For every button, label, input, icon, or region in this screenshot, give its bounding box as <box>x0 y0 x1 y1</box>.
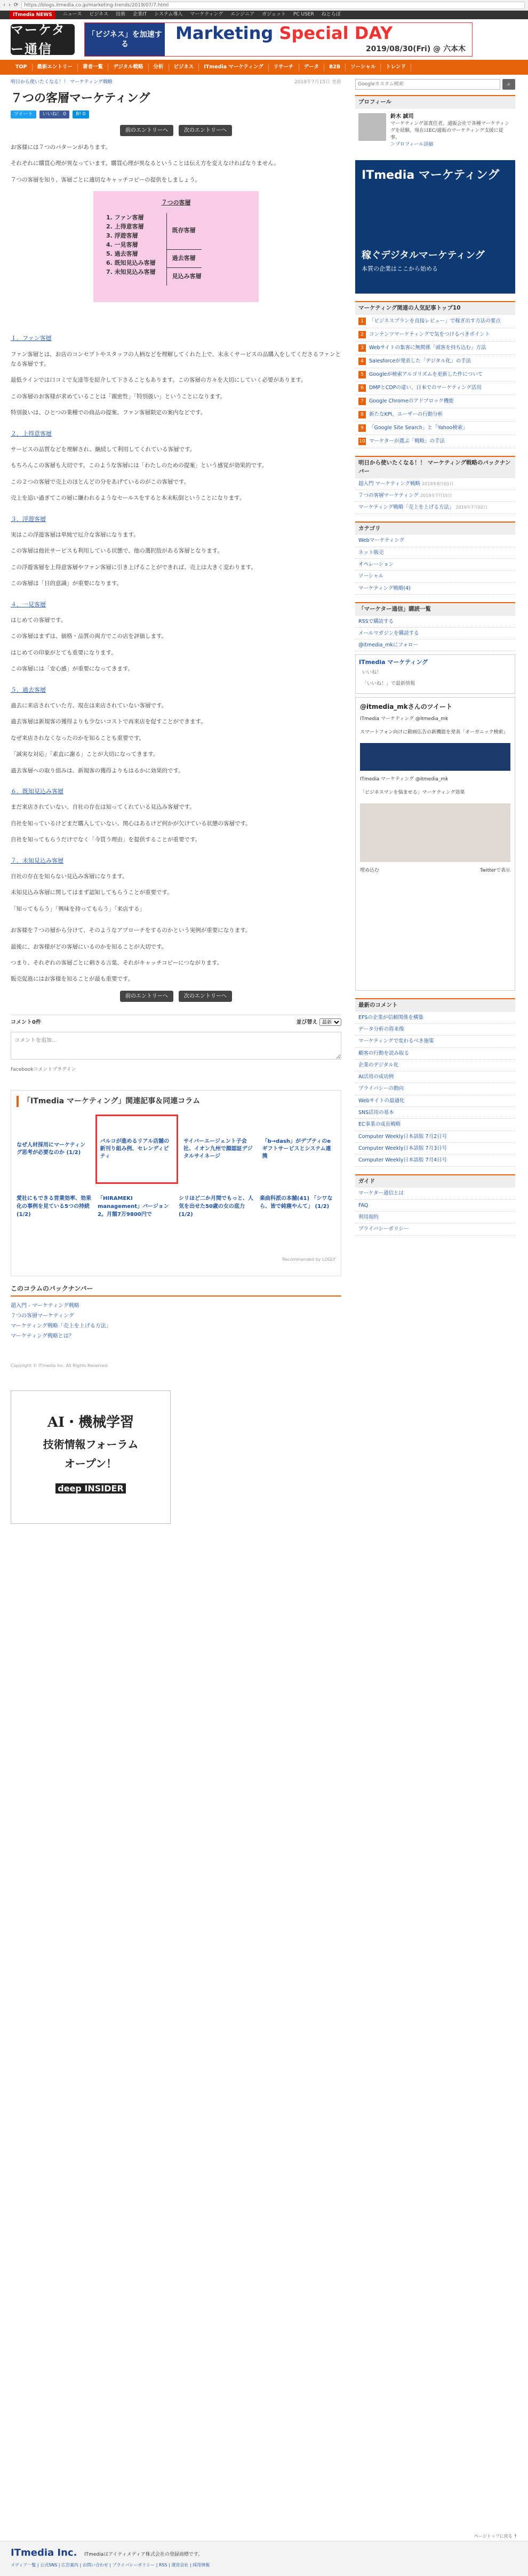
backnumber-title: このコラムのバックナンバー <box>11 1284 341 1297</box>
category-item[interactable]: Webマーケティング <box>355 535 515 547</box>
ranking-text: Googleが検索アルゴリズムを更新した件について <box>369 372 483 378</box>
ranking-text: Webサイトの集客に無関係「頭客を持ち込む」方法 <box>369 345 486 351</box>
paragraph: 最低ラインでは口コミで友達等を紹介して下さることもあります。この客層の方々を大切にしていく必要があります。 <box>11 377 307 384</box>
paragraph: 過去に来店されていた方、現在は来店されていない客層です。 <box>11 702 167 709</box>
ranking-number: 10 <box>359 439 365 445</box>
backnumber-item[interactable]: ７つの客層マーケティング <box>11 1313 74 1319</box>
entry-pager-bottom <box>11 991 341 1002</box>
paragraph: 販売促進にはお客様を知ることが最も重要です。 <box>11 976 134 983</box>
footer-logo[interactable]: ITmedia Inc. <box>11 2547 77 2558</box>
sidebar-ad[interactable] <box>355 160 515 294</box>
ranking-item[interactable] <box>355 368 515 382</box>
search-box <box>355 79 515 90</box>
ranking-text: 「Google Site Search」と「Yahoo検索」 <box>369 425 468 431</box>
backnumber-item[interactable]: 超入門 - マーケティング戦略 <box>11 1302 79 1309</box>
related-card[interactable]: 「b→dash」がデプティのeギフトサービスとシステム連携 <box>262 1138 331 1159</box>
ad-line1: AI・機械学習 <box>47 1414 134 1431</box>
guide-item[interactable]: プライバシーポリシー <box>355 1223 515 1235</box>
nav-item[interactable]: TOP <box>11 64 33 71</box>
hatena-button[interactable]: B! 0 <box>73 110 89 119</box>
social-buttons <box>11 110 341 119</box>
ranking-text: マーケターが選ぶ「戦略」の手法 <box>369 438 445 445</box>
ranking-text: コンテンツマーケティングで気をつけるべきポイント <box>369 331 490 338</box>
recent-item[interactable]: 顧客の行動を読み取る <box>355 1048 515 1060</box>
ranking-item[interactable] <box>355 395 515 408</box>
section-heading: ５．過去客層 <box>11 686 46 693</box>
network-brand[interactable]: ITmedia NEWS <box>10 11 55 19</box>
recent-item[interactable]: Computer Weekly日本語版 7月2日号 <box>355 1131 515 1143</box>
author-desc: マーケティング部責任者。通販会社で各種マーケティングを経験。現在はEC/通販のマーケティング支援に従事。 <box>390 121 510 141</box>
profile-box <box>355 95 515 153</box>
comment-plugin-label[interactable]: Facebookコメントプラグイン <box>11 1067 76 1073</box>
section-heading: ３．浮遊客層 <box>11 515 46 523</box>
paragraph: 最後に、お客様がどの客層にいるのかを知ることが大切です。 <box>11 943 167 950</box>
ranking-number: 8 <box>358 411 366 418</box>
category-box <box>355 521 515 595</box>
segment-item: 4. 一見客層 <box>106 241 138 248</box>
nav-item[interactable]: B2B <box>324 64 346 71</box>
side-backnumber-item[interactable]: マーケティング戦略「売上を上げる方法」 2019年7月02日 <box>355 502 515 513</box>
banner-tagline: 「ビジネス」を加速する <box>85 23 165 56</box>
paragraph: この客層はまずは、価格・品質の両方でこの店を評価します。 <box>11 633 167 640</box>
tweet-button[interactable]: ツイート <box>11 110 36 119</box>
main-column <box>11 79 341 1524</box>
banner-title-b: Special DAY <box>279 22 393 43</box>
ad-line2: 技術情報フォーラム <box>43 1437 139 1451</box>
backnumber-item[interactable]: マーケティング戦略「売上を上げる方法」 <box>11 1323 111 1329</box>
category-item[interactable]: ネット販売 <box>355 547 515 559</box>
guide-item[interactable]: マーケター通信とは <box>355 1188 515 1199</box>
paragraph: もちろんこの客層も大切です。このような客層には「わたしのための提案」という感覚が効果的です。 <box>11 462 268 469</box>
paragraph: ファン客層とは、お店のコンセプトやスタッフの人柄などを理解してくれた上で、末永くサービスの品購入をしてくださるファンとなる客層です。 <box>11 351 341 367</box>
footer-links[interactable]: メディア一覧 | 公式SNS | 広告案内 | お問い合わせ | プライバシーポリシー | RSS | 運営会社 | 採用情報 <box>11 2563 210 2567</box>
ranking-text: DMPとCDPの違い、日本でのマーケティング活用 <box>369 385 482 391</box>
sidebar-ad-tag: 稼ぐデジタルマーケティング <box>362 250 485 262</box>
ranking-item[interactable] <box>355 422 515 435</box>
comment-count: コメント0件 <box>11 1019 41 1025</box>
backnumber-item[interactable]: マーケティング戦略とは？ <box>11 1333 74 1339</box>
paragraph: お客様には７つのパターンがあります。 <box>11 144 111 151</box>
paragraph: つまり、それぞれの客層ごとに刺さる言葉、それがキャッチコピーにつながります。 <box>11 959 223 966</box>
nav-item[interactable]: 最新エントリー <box>33 64 78 71</box>
nav-item[interactable]: データ <box>299 64 325 71</box>
mail-link[interactable]: メールマガジンを購読する <box>355 628 515 639</box>
section-heading: ２．上得意客層 <box>11 430 52 437</box>
twitter-widget <box>355 697 515 991</box>
paragraph: 特別扱いは、ひとつの業種での商品の提案、ファン客層限定の案内などです。 <box>11 409 206 416</box>
article-section <box>11 857 341 914</box>
related-card-highlighted[interactable]: バルコが進めるリアル店舗の新刊り組み例、セレンディピティ <box>95 1115 179 1184</box>
ranking-text: 「ビジネスプランを直接レビュー」で稼ぎ出す方法の要点 <box>369 318 501 325</box>
ranking-number: 6 <box>358 384 366 392</box>
ranking-number: 7 <box>358 398 366 405</box>
tweet-author[interactable]: ITmedia マーケティング @itmedia_mk <box>360 716 449 722</box>
ranking-number: 4 <box>358 358 366 365</box>
feed-title: 「マーケター通信」購読一覧 <box>355 602 515 616</box>
nav-item[interactable]: ソーシャル <box>346 64 381 71</box>
topbar-item[interactable]: PC USER <box>293 12 314 18</box>
facebook-widget <box>355 654 515 694</box>
topbar-item[interactable]: エンジニア <box>230 12 255 18</box>
site-logo[interactable]: マーケター通信 <box>11 24 75 55</box>
ranking-title: マーケティング関連の人気記事トップ10 <box>355 301 515 315</box>
paragraph: ７つの客層を知り、客層ごとに適切なキャッチコピーの提供をしましょう。 <box>11 176 201 183</box>
paragraph: 自社を知ってもらうだけでなく「今買う理由」を提供することが重要です。 <box>11 836 201 843</box>
recent-item[interactable]: Computer Weekly日本語版 7月4日号 <box>355 1155 515 1166</box>
topbar-item[interactable]: ガジェット <box>262 12 286 18</box>
nav-item[interactable]: ITmedia マーケティング <box>199 64 269 71</box>
article-section <box>11 686 341 776</box>
author-name: 鈴木 誠司 <box>390 113 414 120</box>
sort-label: 並び替え <box>296 1019 318 1025</box>
recent-box <box>355 998 515 1167</box>
side-backnumber-item[interactable]: 超入門 マーケティング戦略 2019年8月01日 <box>355 478 515 490</box>
related-card[interactable]: なぜ人材採用にマーケティング思考が必要なのか (1/2) <box>17 1142 85 1156</box>
related-card[interactable]: 「HIRAMEKI management」バージョン2。月額7万9800円で <box>98 1195 169 1218</box>
ranking-item[interactable] <box>355 382 515 395</box>
category-item[interactable]: ソーシャル <box>355 571 515 582</box>
group-prospect: 見込み客層 <box>167 267 202 286</box>
article-section <box>11 334 341 417</box>
browser-bar <box>0 0 528 11</box>
twitter-embed-link[interactable]: 埋め込む <box>360 867 380 873</box>
ranking-number: 5 <box>358 371 366 378</box>
segment-item: 7. 未知見込み客層 <box>106 268 156 275</box>
twitter-follow-link[interactable]: @itmedia_mkにフォロー <box>355 639 515 651</box>
paragraph: この客層のお客様が求めていることは「親密性」「特別扱い」ということになります。 <box>11 393 226 400</box>
fb-like-button[interactable]: いいね！ <box>362 669 382 675</box>
section-heading: ６．既知見込み客層 <box>11 787 63 795</box>
paragraph: 自社を知っているけどまだ購入していない、関心はあるけど何かが欠けている状態の客層です。 <box>11 820 251 827</box>
group-past: 過去客層 <box>167 249 202 267</box>
segment-item: 3. 浮遊客層 <box>106 232 138 239</box>
updated-date: 2019年7月15日 更新 <box>294 80 341 85</box>
recommend-credit: Recommended by LOGLY <box>282 1257 335 1262</box>
prev-entry-button[interactable]: 前のエントリーへ <box>120 991 173 1002</box>
ranking-number: 2 <box>358 331 366 338</box>
page-title: ７つの客層マーケティング <box>11 91 150 105</box>
ranking-item[interactable] <box>355 315 515 328</box>
topbar-item[interactable]: マーケティング <box>190 12 223 18</box>
article-section <box>11 515 341 589</box>
site-footer <box>0 2541 528 2576</box>
recent-item[interactable]: Computer Weekly日本語版 7月3日号 <box>355 1143 515 1155</box>
paragraph: この客層には「安心感」が重要になってきます。 <box>11 666 134 673</box>
related-card[interactable]: サイバーエージェント子会社、イオン九州で顔認証デジタルサイネージ <box>183 1138 253 1159</box>
recent-title: 最新のコメント <box>355 998 515 1012</box>
column-link[interactable]: 明日から使いたくなる！！ マーケティング戦略 <box>11 80 113 85</box>
twitter-view-link[interactable]: Twitterで表示 <box>479 867 510 873</box>
article-body <box>11 143 341 984</box>
reload-icon[interactable]: ⟳ <box>14 2 19 8</box>
category-item[interactable]: マーケティング戦略(4) <box>355 583 515 595</box>
paragraph: なぜ来店されなくなったのかを知ることも重要です。 <box>11 734 145 741</box>
recent-item[interactable]: EC事業の成長戦略 <box>355 1119 515 1131</box>
next-entry-button[interactable]: 次のエントリーへ <box>179 991 232 1002</box>
tweet-text: スマートフォン向けに動画広告の新機能を発表「オーガニック検索」 <box>360 730 508 736</box>
guide-item[interactable]: FAQ <box>355 1200 515 1212</box>
rss-link[interactable]: RSSで購読する <box>355 616 515 628</box>
sidebar-ad-brand: ITmedia マーケティング <box>362 169 500 183</box>
related-card[interactable]: 愛社にもできる営業効率、効果化の事例を見ている5つの持続 (1/2) <box>17 1195 91 1218</box>
recent-item[interactable]: データ分析の将来像 <box>355 1024 515 1036</box>
nav-item[interactable]: 分析 <box>149 64 169 71</box>
footer-text: ITmediaはアイティメディア株式会社の登録商標です。 <box>84 2552 203 2557</box>
paragraph: 実はこの浮遊客層は単純で厄介な客層になります。 <box>11 532 139 538</box>
search-input[interactable] <box>355 79 500 90</box>
profile-more-link[interactable]: ＞プロフィール詳細 <box>390 142 434 148</box>
segment-item: 5. 過去客層 <box>106 250 138 257</box>
ad-line3: オープン！ <box>64 1457 117 1470</box>
recent-item[interactable]: マーケティングで変わるべき施策 <box>355 1036 515 1047</box>
search-icon[interactable]: ⌕ <box>502 79 515 90</box>
sidebar-ad-sub: 本質の企業はここから始める <box>362 265 438 273</box>
global-nav <box>0 60 528 75</box>
sidebar <box>355 79 515 1524</box>
topbar-item[interactable]: ねとらぼ <box>321 12 341 18</box>
segment-item: 1. ファン客層 <box>106 214 144 221</box>
paragraph: 「知ってもらう」「興味を持ってもらう」「来店する」 <box>11 905 145 912</box>
topbar-item[interactable]: 企業IT <box>133 12 147 18</box>
fb-page-name[interactable]: ITmedia マーケティング <box>359 659 428 666</box>
group-existing: 既存客層 <box>172 227 196 234</box>
paragraph: この客層は他社サービスも利用している状態で、他の選択肢がある客層となります。 <box>11 548 223 555</box>
ranking-number: 3 <box>358 344 366 352</box>
ad-brand-text: deep INSIDER <box>55 1483 126 1494</box>
tweet-image <box>360 743 510 771</box>
profile-title: プロフィール <box>355 95 515 109</box>
recent-item[interactable]: Webサイトの最適化 <box>355 1095 515 1107</box>
comment-input[interactable] <box>11 1032 341 1060</box>
prev-entry-button[interactable]: 前のエントリーへ <box>120 125 173 136</box>
related-card[interactable]: 楽曲科派の本舗(41) 「シワなら、皆で純寝やんて」 (1/2) <box>260 1195 333 1210</box>
paragraph: 過去客層は新規客の獲得よりも少ないコストで再来店を促すことができます。 <box>11 718 206 725</box>
related-articles <box>11 1090 341 1276</box>
paragraph: はじめての客層です。 <box>11 617 67 623</box>
ranking-item[interactable] <box>355 355 515 368</box>
paragraph: この客層は「目的意識」が重要になります。 <box>11 580 123 587</box>
topbar-item[interactable]: システム導入 <box>154 12 183 18</box>
ranking-item[interactable] <box>355 408 515 422</box>
paragraph: この浮遊客層を上得意客層やファン客層に引き上げることができれば、売上は大きく変わります。 <box>11 564 257 571</box>
section-heading: ４．一見客層 <box>11 600 46 608</box>
banner-date: 2019/08/30(Fri) @ 六本木 <box>365 44 466 53</box>
ranking-item[interactable] <box>355 328 515 342</box>
recent-item[interactable]: プライバシーの動向 <box>355 1083 515 1095</box>
ranking-item[interactable] <box>355 342 515 355</box>
paragraph: それぞれに購買心理が異なっています。購買心理が異なるということは伝え方を変えなければなりません。 <box>11 160 279 167</box>
segment-item: 6. 既知見込み客層 <box>106 259 156 266</box>
article-section <box>11 430 341 503</box>
tweet-image <box>360 803 510 862</box>
forward-icon[interactable]: › <box>9 2 11 8</box>
copyright: Copyright © ITmedia Inc. All Rights Reserved. <box>11 1363 109 1368</box>
guide-title: ガイド <box>355 1174 515 1188</box>
ranking-text: Salesforceが発表した「デジタル化」の手法 <box>369 358 471 365</box>
guide-box <box>355 1174 515 1236</box>
category-item[interactable]: オペレーション <box>355 559 515 571</box>
tweet-author[interactable]: ITmedia マーケティング @itmedia_mk <box>360 776 449 782</box>
twitter-widget-title: @itmedia_mkさんのツイート <box>360 702 452 710</box>
paragraph: 未知見込み客層に関してはまず認知してもらうことが重要です。 <box>11 889 173 896</box>
paragraph: はじめての印象がとても重要になります。 <box>11 649 117 656</box>
entry-pager-top <box>11 125 341 136</box>
paragraph: 自社の存在を知らない見込み客層になります。 <box>11 873 128 880</box>
banner-title <box>175 22 472 43</box>
side-backnumber-title: 明日から使いたくなる！！ マーケティング戦略のバックナンバー <box>355 456 515 478</box>
segment-item: 2. 上得意客層 <box>106 223 144 230</box>
paragraph: まだ来店されていない、自社の存在は知ってくれている見込み客層です。 <box>11 804 195 811</box>
topbar-item[interactable]: ビジネス <box>89 12 109 18</box>
related-title: 「ITmedia マーケティング」関連記事＆同連コラム <box>17 1096 335 1107</box>
recent-item[interactable]: AI活用の成功例 <box>355 1071 515 1083</box>
nav-item[interactable]: リサーチ <box>269 64 299 71</box>
recent-item[interactable]: SNS活用の基本 <box>355 1107 515 1119</box>
side-backnumber-item[interactable]: ７つの客層マーケティング 2019年7月15日 <box>355 490 515 502</box>
backnumber-list <box>11 1301 341 1341</box>
article-section <box>11 787 341 845</box>
customer-segment-diagram <box>93 191 259 302</box>
sort-select[interactable] <box>319 1018 341 1026</box>
banner-ad[interactable] <box>84 22 473 57</box>
sort-control <box>297 1018 341 1026</box>
ranking-number: 1 <box>358 318 366 325</box>
topbar-item[interactable]: 技術 <box>116 12 126 18</box>
address-bar[interactable]: https://blogs.itmedia.co.jp/marketing-trends/2019/07/7.html <box>21 2 525 9</box>
paragraph: 「誠実な対応」「素直に謝る」ことが大切になってきます。 <box>11 751 159 758</box>
paragraph: 売上を追い過ぎてこの層に嫌われるようなセールスをすると本末転倒ということになります。 <box>11 495 245 502</box>
page-top-link[interactable]: ページトップに戻る ↑ <box>474 2534 517 2539</box>
recent-item[interactable]: 企業のデジタル化 <box>355 1060 515 1071</box>
nav-item[interactable]: デジタル戦略 <box>108 64 148 71</box>
ranking-text: Google Chromeのアドブロック機能 <box>369 398 454 405</box>
next-entry-button[interactable]: 次のエントリーへ <box>179 125 232 136</box>
fb-follow-text: 「いいね！」で最新情報 <box>362 681 415 687</box>
network-topbar <box>0 11 528 19</box>
article-section <box>11 600 341 674</box>
breadcrumb <box>11 79 341 86</box>
comment-section <box>11 1015 341 1074</box>
paragraph: この２つの客層で売上のほとんどの分をあげているのがこの客層です。 <box>11 478 190 485</box>
diagram-title: ７つの客層 <box>161 199 191 207</box>
ranking-text: 新たなKPI、ユーザーの行動分析 <box>369 412 443 418</box>
avatar <box>358 113 386 141</box>
related-card[interactable]: シリほど二か月間でもっと、人気を出せた50歳の女の底力 (1/2) <box>179 1195 253 1218</box>
recent-item[interactable]: EFSの企業が信頼関係を構築 <box>355 1012 515 1024</box>
category-title: カテゴリ <box>355 521 515 535</box>
feed-box <box>355 602 515 991</box>
section-heading: ７．未知見込み客層 <box>11 857 63 864</box>
nav-item[interactable]: 著者一覧 <box>78 64 108 71</box>
bottom-ad[interactable] <box>11 1390 171 1524</box>
like-button[interactable]: いいね！ 0 <box>39 110 70 119</box>
tweet-text: 「ビジネスマンを悩ませる」マーケティング効果 <box>360 790 465 796</box>
segment-groups <box>166 213 202 286</box>
nav-item[interactable]: ビジネス <box>169 64 199 71</box>
paragraph: サービスの品質などを理解され、継続して利用してくれている客層です。 <box>11 446 196 453</box>
ranking-number: 9 <box>358 424 366 432</box>
nav-item[interactable]: トレンド <box>381 64 411 71</box>
ranking-item[interactable] <box>355 435 515 448</box>
site-header <box>0 19 528 60</box>
segment-list <box>106 213 156 286</box>
banner-title-a: Marketing <box>175 22 279 43</box>
back-icon[interactable]: ‹ <box>3 2 5 8</box>
topbar-item[interactable]: ニュース <box>62 12 82 18</box>
section-heading: １．ファン客層 <box>11 335 52 342</box>
side-backnumber-box <box>355 456 515 513</box>
paragraph: お客様を７つの層から分けて、そのようなアプローチをするのかという実例が重要になります。 <box>11 927 251 934</box>
guide-item[interactable]: 利用規約 <box>355 1212 515 1223</box>
paragraph: 過去客層への取り組みは、新規客の獲得よりもはるかに効果的です。 <box>11 767 184 774</box>
ad-brand <box>11 1482 170 1495</box>
ranking-box <box>355 301 515 448</box>
